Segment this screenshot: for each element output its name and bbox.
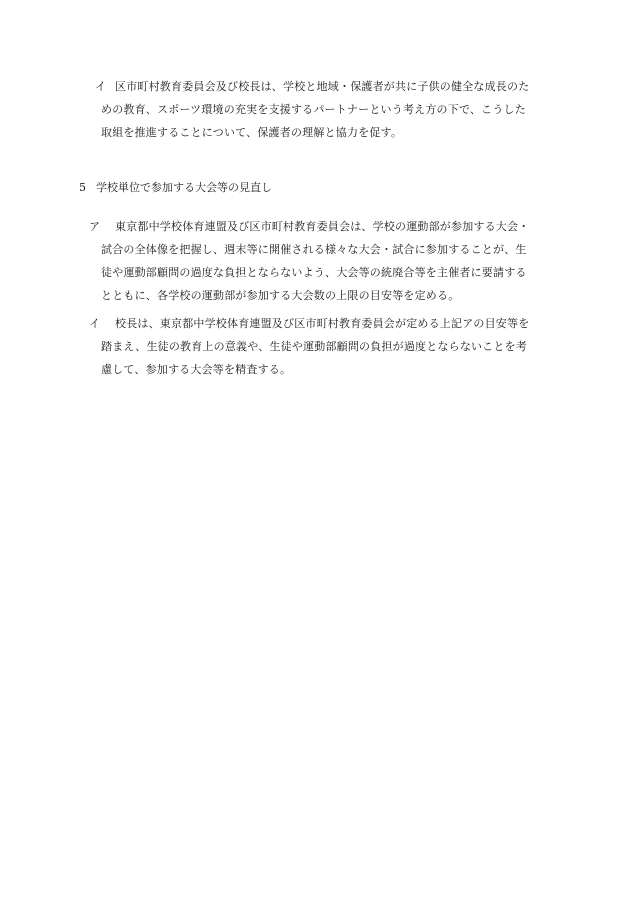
item-text-line: 試合の全体像を把握し、週末等に開催される様々な大会・試合に参加することが、生 xyxy=(101,243,527,256)
item-text-line: 校長は、東京都中学校体育連盟及び区市町村教育委員会が定める上記アの目安等を xyxy=(115,317,530,330)
item-text-line: 区市町村教育委員会及び校長は、学校と地域・保護者が共に子供の健全な成長のた xyxy=(115,80,530,93)
item-marker: イ xyxy=(95,80,107,93)
list-item-i-top xyxy=(95,75,529,144)
list-item-a xyxy=(89,215,529,307)
item-marker: イ xyxy=(89,317,101,330)
item-text-line: とともに、各学校の運動部が参加する大会数の上限の目安等を定める。 xyxy=(101,289,460,302)
item-text-line: めの教育、スポーツ環境の充実を支援するパートナーという考え方の下で、こうした xyxy=(101,103,526,116)
section-number: 5 xyxy=(79,181,86,194)
section-title: 学校単位で参加する大会等の見直し xyxy=(96,181,272,194)
list-item-i-bottom xyxy=(89,312,529,381)
item-text-line: 東京都中学校体育連盟及び区市町村教育委員会は、学校の運動部が参加する大会・ xyxy=(115,220,530,233)
item-text-line: 徒や運動部顧問の過度な負担とならないよう、大会等の統廃合等を主催者に要請する xyxy=(101,266,527,279)
item-text-line: 踏まえ、生徒の教育上の意義や、生徒や運動部顧問の負担が過度とならないことを考 xyxy=(101,340,528,353)
item-text-line: 取組を推進することについて、保護者の理解と協力を促す。 xyxy=(101,126,403,139)
item-marker: ア xyxy=(89,220,101,233)
section-heading xyxy=(79,176,272,199)
item-text-line: 慮して、参加する大会等を精査する。 xyxy=(101,363,292,376)
